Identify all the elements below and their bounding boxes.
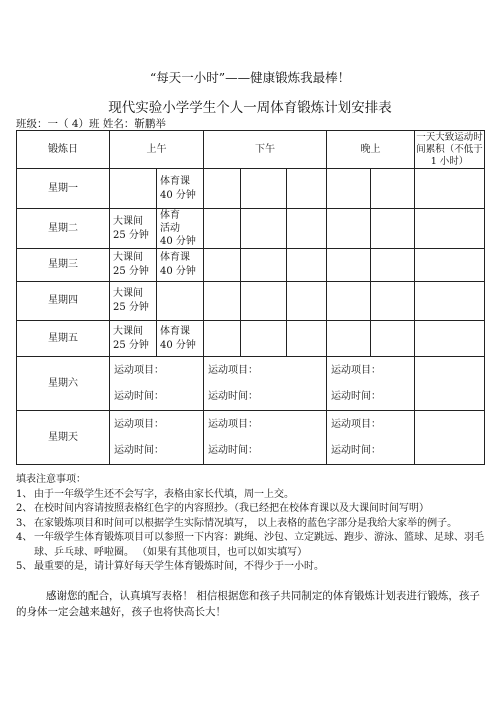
schedule-cell: 大课间 25 分钟 — [110, 321, 157, 357]
schedule-cell — [110, 169, 157, 209]
time-label: 运动时间： — [331, 390, 381, 402]
note-number: 2、 — [16, 503, 33, 514]
note-item — [16, 488, 486, 503]
day-label: 星期天 — [17, 411, 110, 465]
schedule-cell: 体育 活动 40 分钟 — [157, 209, 204, 249]
note-number: 1、 — [16, 488, 33, 500]
table-header-row — [17, 131, 485, 169]
class-info: 班级：一（ 4）班 姓名：靳鹏举 — [16, 118, 166, 130]
note-text: 最重要的是，请计算好每天学生体育锻炼时间，不得少于一小时。 — [34, 561, 324, 572]
day-label: 星期六 — [17, 357, 110, 411]
notes-section — [16, 473, 486, 575]
schedule-cell: 体育课 40 分钟 — [157, 249, 204, 282]
note-text: 一年级学生体育锻炼项目可以参照一下内容：跳绳、沙包、立定跳远、跑步、游泳、篮球、足球、羽毛球、乒乓球、呼啦圈。 （如果有其他项目，也可以如实填写） — [34, 532, 484, 558]
schedule-cell: 大课间 25 分钟 — [110, 282, 157, 321]
day-label: 星期二 — [17, 209, 110, 249]
note-text: 在校时间内容请按照表格红色字的内容照抄。（我已经把在校体育课以及大课间时间写明） — [34, 503, 429, 514]
project-label: 运动项目： — [331, 418, 381, 430]
header-total-time: 一天大致运动时间累积（不低于 1 小时） — [416, 131, 483, 167]
time-label: 运动时间： — [208, 390, 258, 402]
table-row — [17, 249, 485, 282]
note-item — [16, 502, 486, 517]
header-day: 锻炼日 — [17, 131, 110, 169]
thanks-paragraph: 感谢您的配合，认真填写表格！ 相信根据您和孩子共同制定的体育锻炼计划表进行锻炼，孩子的身体一定会越来越好，孩子也将快高长大！ — [16, 590, 480, 618]
table-row — [17, 411, 485, 465]
note-item — [16, 531, 486, 560]
page-title: 现代实验小学学生个人一周体育锻炼计划安排表 — [108, 100, 392, 116]
schedule-cell: 大课间 25 分钟 — [110, 249, 157, 282]
schedule-cell: 体育课 40 分钟 — [157, 169, 204, 209]
note-number: 3、 — [16, 517, 33, 529]
exercise-plan-table — [16, 130, 485, 465]
note-number: 5、 — [16, 561, 33, 572]
evening-entry-cell — [327, 357, 415, 411]
project-label: 运动项目： — [114, 364, 164, 376]
time-label: 运动时间： — [331, 444, 381, 456]
day-label: 星期五 — [17, 321, 110, 357]
day-label: 星期一 — [17, 169, 110, 209]
morning-entry-cell — [110, 411, 204, 465]
day-label: 星期三 — [17, 249, 110, 282]
schedule-cell: 大课间 25 分钟 — [110, 209, 157, 249]
project-label: 运动项目： — [208, 364, 258, 376]
table-row — [17, 209, 485, 249]
time-label: 运动时间： — [114, 390, 164, 402]
table-row — [17, 357, 485, 411]
schedule-cell — [157, 282, 204, 321]
morning-entry-cell — [110, 357, 204, 411]
note-item — [16, 517, 486, 532]
day-label: 星期四 — [17, 282, 110, 321]
time-label: 运动时间： — [114, 444, 164, 456]
project-label: 运动项目： — [331, 364, 381, 376]
evening-entry-cell — [327, 411, 415, 465]
slogan: “每天一小时”——健康锻炼我最棒！ — [149, 70, 351, 85]
afternoon-entry-cell — [204, 357, 327, 411]
table-row — [17, 169, 485, 209]
time-label: 运动时间： — [208, 444, 258, 456]
note-text: 在家锻炼项目和时间可以根据学生实际情况填写， 以上表格的蓝色字部分是我给大家举的例子。 — [34, 517, 458, 529]
header-afternoon: 下午 — [204, 131, 327, 169]
note-text: 由于一年级学生还不会写字，表格由家长代填，周一上交。 — [34, 488, 294, 500]
notes-heading: 填表注意事项： — [16, 474, 86, 485]
project-label: 运动项目： — [208, 418, 258, 430]
afternoon-entry-cell — [204, 411, 327, 465]
table-row — [17, 282, 485, 321]
header-morning: 上午 — [110, 131, 204, 169]
table-row — [17, 321, 485, 357]
schedule-cell: 体育课 40 分钟 — [157, 321, 204, 357]
note-item — [16, 560, 486, 575]
header-evening: 晚上 — [327, 131, 415, 169]
project-label: 运动项目： — [114, 418, 164, 430]
note-number: 4、 — [16, 532, 33, 543]
